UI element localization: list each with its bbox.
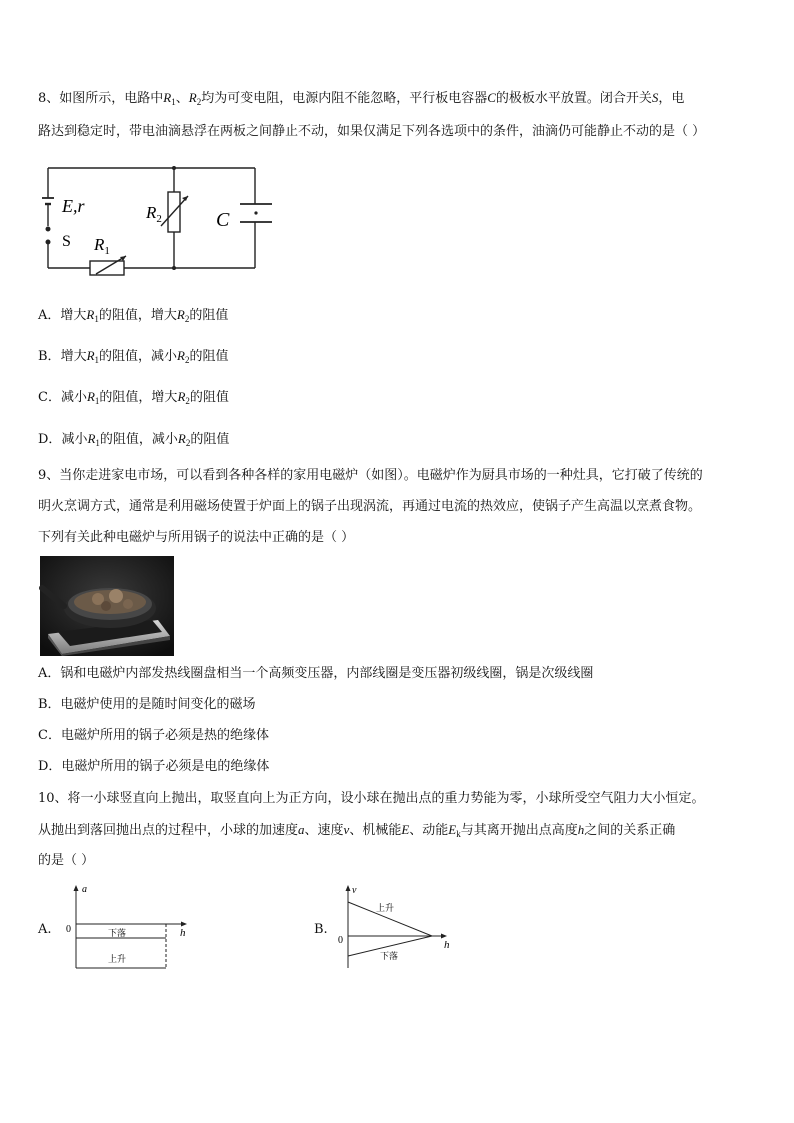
q10-stem-line3: 的是（ ）: [38, 853, 95, 868]
q8-sym-s: S: [651, 90, 659, 105]
q8-option-c: C．减小$R_1$的阻值，增大$R_2$的阻值: [38, 389, 229, 406]
q10-option-b-label: B.: [314, 922, 328, 937]
graph-a-label-fall: 下落: [108, 929, 127, 939]
q10-graph-a: [62, 884, 192, 974]
graph-a-label-rise: 上升: [108, 955, 127, 965]
q10-option-a-label: A.: [38, 922, 52, 937]
graph-a-xlabel: h: [180, 927, 186, 939]
graph-a-origin: 0: [66, 924, 71, 935]
induction-cooker-photo: [40, 556, 174, 656]
q10-stem-line1: 10、将一小球竖直向上抛出，取竖直向上为正方向，设小球在抛出点的重力势能为零，小球所受空气阻力大小恒定。: [38, 791, 705, 806]
q9-option-b: B．电磁炉使用的是随时间变化的磁场: [38, 697, 256, 712]
q8-circuit-diagram: [40, 160, 280, 275]
graph-b-ylabel: v: [352, 885, 357, 896]
r2-label: $R_2$: [146, 203, 162, 225]
q9-stem-line3: 下列有关此种电磁炉与所用锅子的说法中正确的是（ ）: [38, 530, 355, 545]
q10-stem-line2: 从抛出到落回抛出点的过程中，小球的加速度a、速度v、机械能E、动能$E_k$与其离开抛出点高度h之间的关系正确: [38, 822, 676, 839]
q9-option-d: D．电磁炉所用的锅子必须是电的绝缘体: [38, 759, 270, 774]
q8-stem-line2: 路达到稳定时，带电油滴悬浮在两板之间静止不动，如果仅满足下列各选项中的条件，油滴仍可能静止不动的是（ ）: [38, 124, 706, 139]
q8-sym-r1: $R_1$: [163, 90, 176, 107]
q8-stem-line1: 8、如图所示，电路中$R_1$、$R_2$均为可变电阻，电源内阻不能忽略，平行板电容器C的极板水平放置。闭合开关S，电: [38, 90, 685, 107]
q9-option-c: C．电磁炉所用的锅子必须是热的绝缘体: [38, 728, 269, 743]
graph-b-origin: 0: [338, 935, 343, 946]
q8-option-a: A．增大$R_1$的阻值，增大$R_2$的阻值: [38, 307, 229, 324]
q8-text: 8、如图所示，电路中: [38, 91, 164, 106]
q8-sym-c: C: [487, 90, 496, 105]
r1-label: $R_1$: [94, 235, 110, 257]
graph-a-ylabel: a: [82, 884, 87, 895]
q8-sym-r2: $R_2$: [188, 90, 202, 107]
q9-stem-line1: 9、当你走进家电市场，可以看到各种各样的家用电磁炉（如图）。电磁炉作为厨具市场的一种灶具，它打破了传统的: [38, 468, 703, 483]
q8-option-d: D．减小$R_1$的阻值，减小$R_2$的阻值: [38, 431, 230, 448]
q9-stem-line2: 明火烹调方式，通常是利用磁场使置于炉面上的锅子出现涡流，再通过电流的热效应，使锅子产生高温以烹煮食物。: [38, 499, 702, 514]
q8-option-b: B．增大$R_1$的阻值，减小$R_2$的阻值: [38, 348, 229, 365]
graph-b-xlabel: h: [444, 939, 450, 951]
graph-b-label-rise: 上升: [376, 904, 395, 914]
q10-graph-b: [334, 884, 464, 974]
source-label: E,r: [62, 196, 85, 216]
capacitor-label: C: [216, 209, 230, 231]
switch-label: S: [62, 233, 71, 250]
graph-b-label-fall: 下落: [380, 952, 399, 962]
oil-drop-dot: [254, 211, 257, 214]
q9-option-a: A．锅和电磁炉内部发热线圈盘相当一个高频变压器，内部线圈是变压器初级线圈，锅是次级线圈: [38, 666, 594, 681]
